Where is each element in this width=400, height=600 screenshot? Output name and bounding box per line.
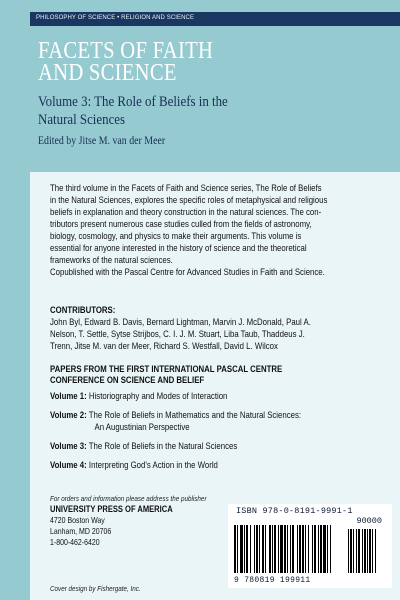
barcode-digits: 9 780819 199911: [234, 576, 311, 585]
contributors-heading: CONTRIBUTORS:: [50, 305, 116, 315]
barcode-bar: [234, 525, 236, 573]
barcode-bar: [265, 525, 266, 573]
volume-item-2: [50, 409, 301, 433]
editor-credit: Edited by Jitse M. van der Meer: [38, 135, 166, 147]
publisher-block: [50, 494, 207, 548]
volume-item-4: [50, 459, 301, 471]
barcode-bar: [330, 525, 331, 573]
volume-item-1: [50, 390, 301, 402]
barcode-addon-bar: [375, 529, 376, 573]
barcode-bar: [323, 525, 326, 573]
barcode-addon-bar: [369, 529, 371, 573]
barcode-bar: [287, 525, 288, 573]
subtitle-line-1: Volume 3: The Role of Beliefs in the: [38, 94, 228, 110]
description-line: The third volume in the Facets of Faith and Science series, The Role of Beliefs: [50, 183, 322, 193]
barcode-bar: [256, 525, 258, 573]
barcode-bar: [292, 525, 294, 573]
barcode-bar: [327, 525, 328, 573]
description-line: beliefs in explanation and theory construction in the natural sciences. The con-: [50, 207, 322, 217]
subtitle-line-2: Natural Sciences: [38, 112, 126, 128]
barcode-bar: [284, 525, 286, 573]
barcode-bar: [320, 525, 322, 573]
papers-heading-line-2: CONFERENCE ON SCIENCE AND BELIEF: [50, 375, 205, 385]
papers-heading-line-1: PAPERS FROM THE FIRST INTERNATIONAL PASCAL CENTRE: [50, 364, 283, 374]
volume-label: Volume 3:: [50, 441, 87, 451]
barcode-bar: [237, 525, 238, 573]
volume-title: The Role of Beliefs in the Natural Sciences: [88, 441, 238, 451]
volume-title-continued: An Augustinian Perspective: [94, 422, 190, 432]
volume-label: Volume 4:: [50, 460, 87, 470]
volume-title: Interpreting God's Action in the World: [88, 460, 218, 470]
title-line-2: AND SCIENCE: [38, 60, 177, 86]
volume-list: [50, 390, 301, 478]
barcode-bar: [246, 525, 248, 573]
publisher-address-1: 4720 Boston Way: [50, 515, 105, 525]
barcode-bar: [299, 525, 301, 573]
volume-item-3: [50, 440, 301, 452]
barcode-bar: [297, 525, 298, 573]
volume-subtitle: [38, 93, 313, 129]
price-code: 90000: [356, 516, 382, 526]
volume-title: The Role of Beliefs in Mathematics and the Natural Sciences:: [88, 410, 302, 420]
description-line: essential for anyone interested in the history of science and the theoretical: [50, 243, 307, 253]
description-panel: [30, 172, 400, 600]
barcode-addon-bar: [364, 529, 366, 573]
barcode-addon-bar: [367, 529, 368, 573]
barcode-bars: [232, 525, 388, 575]
isbn-label: ISBN 978-0-8191-9991-1: [236, 506, 353, 516]
barcode-bar: [259, 525, 260, 573]
book-description: [50, 182, 327, 278]
barcode-bar: [262, 525, 264, 573]
barcode-bar: [305, 525, 306, 573]
book-title: [38, 40, 330, 84]
publisher-name: UNIVERSITY PRESS OF AMERICA: [50, 504, 173, 514]
barcode-addon-bar: [372, 529, 373, 573]
volume-title: Historiography and Modes of Interaction: [88, 391, 228, 401]
publisher-phone: 1-800-462-6420: [50, 537, 100, 547]
barcode-addon-bar: [362, 529, 363, 573]
barcode-addon-bar: [356, 529, 357, 573]
barcode-addon-bar: [348, 529, 349, 573]
publisher-note: For orders and information please address the publisher: [50, 494, 207, 503]
barcode-bar: [272, 525, 273, 573]
barcode-bar: [274, 525, 276, 573]
isbn-barcode: [228, 504, 392, 588]
description-line: biology, cosmology, and physics to make their arguments. This volume is: [50, 231, 302, 241]
title-line-1: FACETS OF FAITH: [38, 38, 214, 64]
contributors-line: Trenn, Jitse M. van der Meer, Richard S. Westfall, David L. Wilcox: [50, 341, 278, 351]
barcode-bar: [278, 525, 279, 573]
publisher-address-2: Lanham, MD 20706: [50, 526, 112, 536]
contributors-list: [50, 316, 311, 352]
barcode-addon-bar: [353, 529, 354, 573]
barcode-bar: [318, 525, 319, 573]
barcode-bar: [240, 525, 243, 573]
contributors-line: Nelson, T. Settle, Sytse Strijbos, C. I. J. M. Stuart, Liba Taub, Thaddeus J.: [50, 329, 305, 339]
barcode-bar: [250, 525, 251, 573]
barcode-addon-bar: [350, 529, 352, 573]
papers-heading: [50, 364, 282, 386]
barcode-bar: [290, 525, 291, 573]
cover-design-credit: Cover design by Fishergate, Inc.: [50, 584, 141, 593]
description-line: in the Natural Sciences, explores the specific roles of metaphysical and religious: [50, 195, 328, 205]
contributors-line: John Byl, Edward B. Davis, Bernard Lightman, Marvin J. McDonald, Paul A.: [50, 317, 311, 327]
series-bar: [30, 12, 400, 26]
volume-label: Volume 1:: [50, 391, 87, 401]
description-line: frameworks of the natural sciences.: [50, 255, 173, 265]
barcode-bar: [254, 525, 255, 573]
barcode-bar: [280, 525, 283, 573]
description-line: Copublished with the Pascal Centre for Advanced Studies in Faith and Science.: [50, 267, 325, 277]
barcode-bar: [269, 525, 271, 573]
series-label: PHILOSOPHY OF SCIENCE • RELIGION AND SCIENCE: [36, 15, 195, 21]
barcode-bar: [314, 525, 316, 573]
barcode-addon-bar: [358, 529, 360, 573]
barcode-bar: [244, 525, 245, 573]
barcode-bar: [308, 525, 309, 573]
description-line: tributors present numerous case studies culled from the fields of astronomy,: [50, 219, 312, 229]
barcode-bar: [312, 525, 313, 573]
barcode-bar: [302, 525, 304, 573]
volume-label: Volume 2:: [50, 410, 87, 420]
